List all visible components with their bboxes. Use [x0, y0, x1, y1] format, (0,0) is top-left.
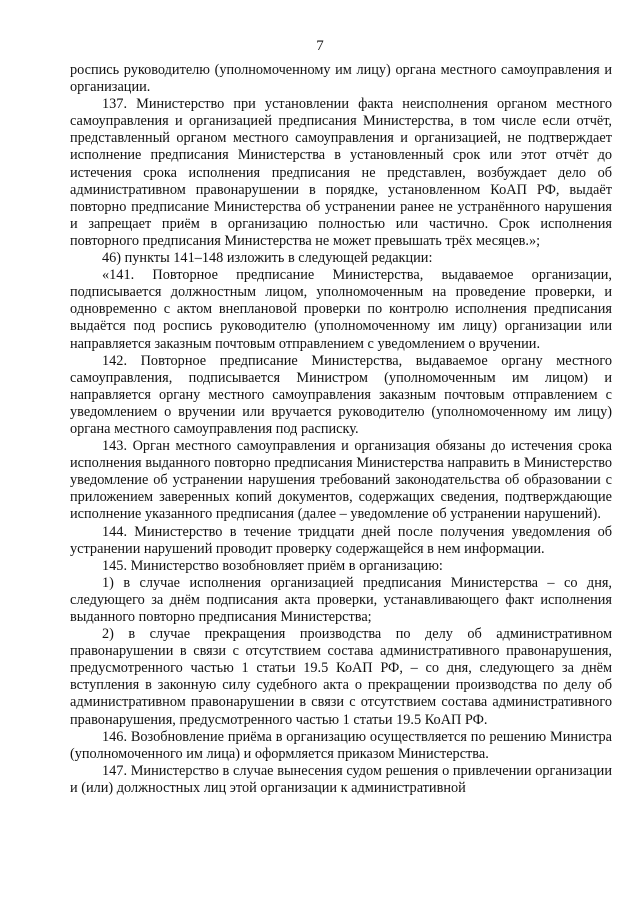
paragraph-147: 147. Министерство в случае вынесения судом решения о привлечении организации и (или) должностных лиц этой организации к административной — [70, 762, 612, 796]
paragraph-146: 146. Возобновление приёма в организацию осуществляется по решению Министра (уполномоченного им лица) и оформляется приказом Министерства. — [70, 728, 612, 762]
paragraph-142: 142. Повторное предписание Министерства, выдаваемое органу местного самоуправления, подписывается Министром (уполномоченным им лицом) и направляется органу местного самоуправления заказным почтовым отправлением с уведомлением о вручении или вручается руководителю (уполномоченному им лицу) органа местного самоуправления под расписку. — [70, 352, 612, 437]
paragraph-continuation: роспись руководителю (уполномоченному им лицу) органа местного самоуправления и организации. — [70, 62, 612, 96]
paragraph-143: 143. Орган местного самоуправления и организация обязаны до истечения срока исполнения выданного повторно предписания Министерства направить в Министерство уведомление об устранении нарушения требований законодательства об образовании с приложением заверенных копий документов, содержащих сведения, подтверждающие исполнение указанного предписания (далее – уведомление об устранении нарушений). — [70, 438, 612, 523]
paragraph-145-sub-2: 2) в случае прекращения производства по делу об административном правонарушении в связи с отсутствием состава административного правонарушения, предусмотренного частью 1 статьи 19.5 КоАП РФ, – со дня, следующего за днём вступления в законную силу судебного акта о прекращении производства по делу об административном правонарушении в связи с отсутствием состава административного правонарушения, предусмотренного частью 1 статьи 19.5 КоАП РФ. — [70, 626, 612, 728]
paragraph-145: 145. Министерство возобновляет приём в организацию: — [102, 557, 443, 574]
page-number: 7 — [316, 38, 324, 54]
paragraph-item-46: 46) пункты 141–148 изложить в следующей редакции: — [102, 250, 433, 267]
paragraph-145-sub-1: 1) в случае исполнения организацией предписания Министерства – со дня, следующего за днём подписания акта проверки, устанавливающего факт исполнения выданного повторно предписания Министерства; — [70, 574, 612, 625]
paragraph-144: 144. Министерство в течение тридцати дней после получения уведомления об устранении нарушений проводит проверку содержащейся в нем информации. — [70, 523, 612, 557]
paragraph-141: «141. Повторное предписание Министерства, выдаваемое организации, подписывается должностным лицом, уполномоченным на проведение проверки, и одновременно с актом внеплановой проверки по контролю исполнения предписания выдаётся под роспись руководителю (уполномоченному им лицу) организации или направляется заказным почтовым отправлением с уведомлением о вручении. — [70, 267, 612, 352]
document-body — [70, 62, 612, 797]
paragraph-137: 137. Министерство при установлении факта неисполнения органом местного самоуправления и организацией предписания Министерства, в том числе если отчёт, представленный органом местного самоуправления и организацией, не подтверждает исполнение предписания Министерства в установленный срок или этот отчёт до истечения срока исполнения предписания не представлен, возбуждает дело об административном правонарушении в порядке, установленном КоАП РФ, выдаёт повторно предписание Министерства об устранении ранее не устранённого нарушения и запрещает приём в организацию полностью или частично. Срок исполнения повторного предписания Министерства не может превышать трёх месяцев.»; — [70, 96, 612, 249]
